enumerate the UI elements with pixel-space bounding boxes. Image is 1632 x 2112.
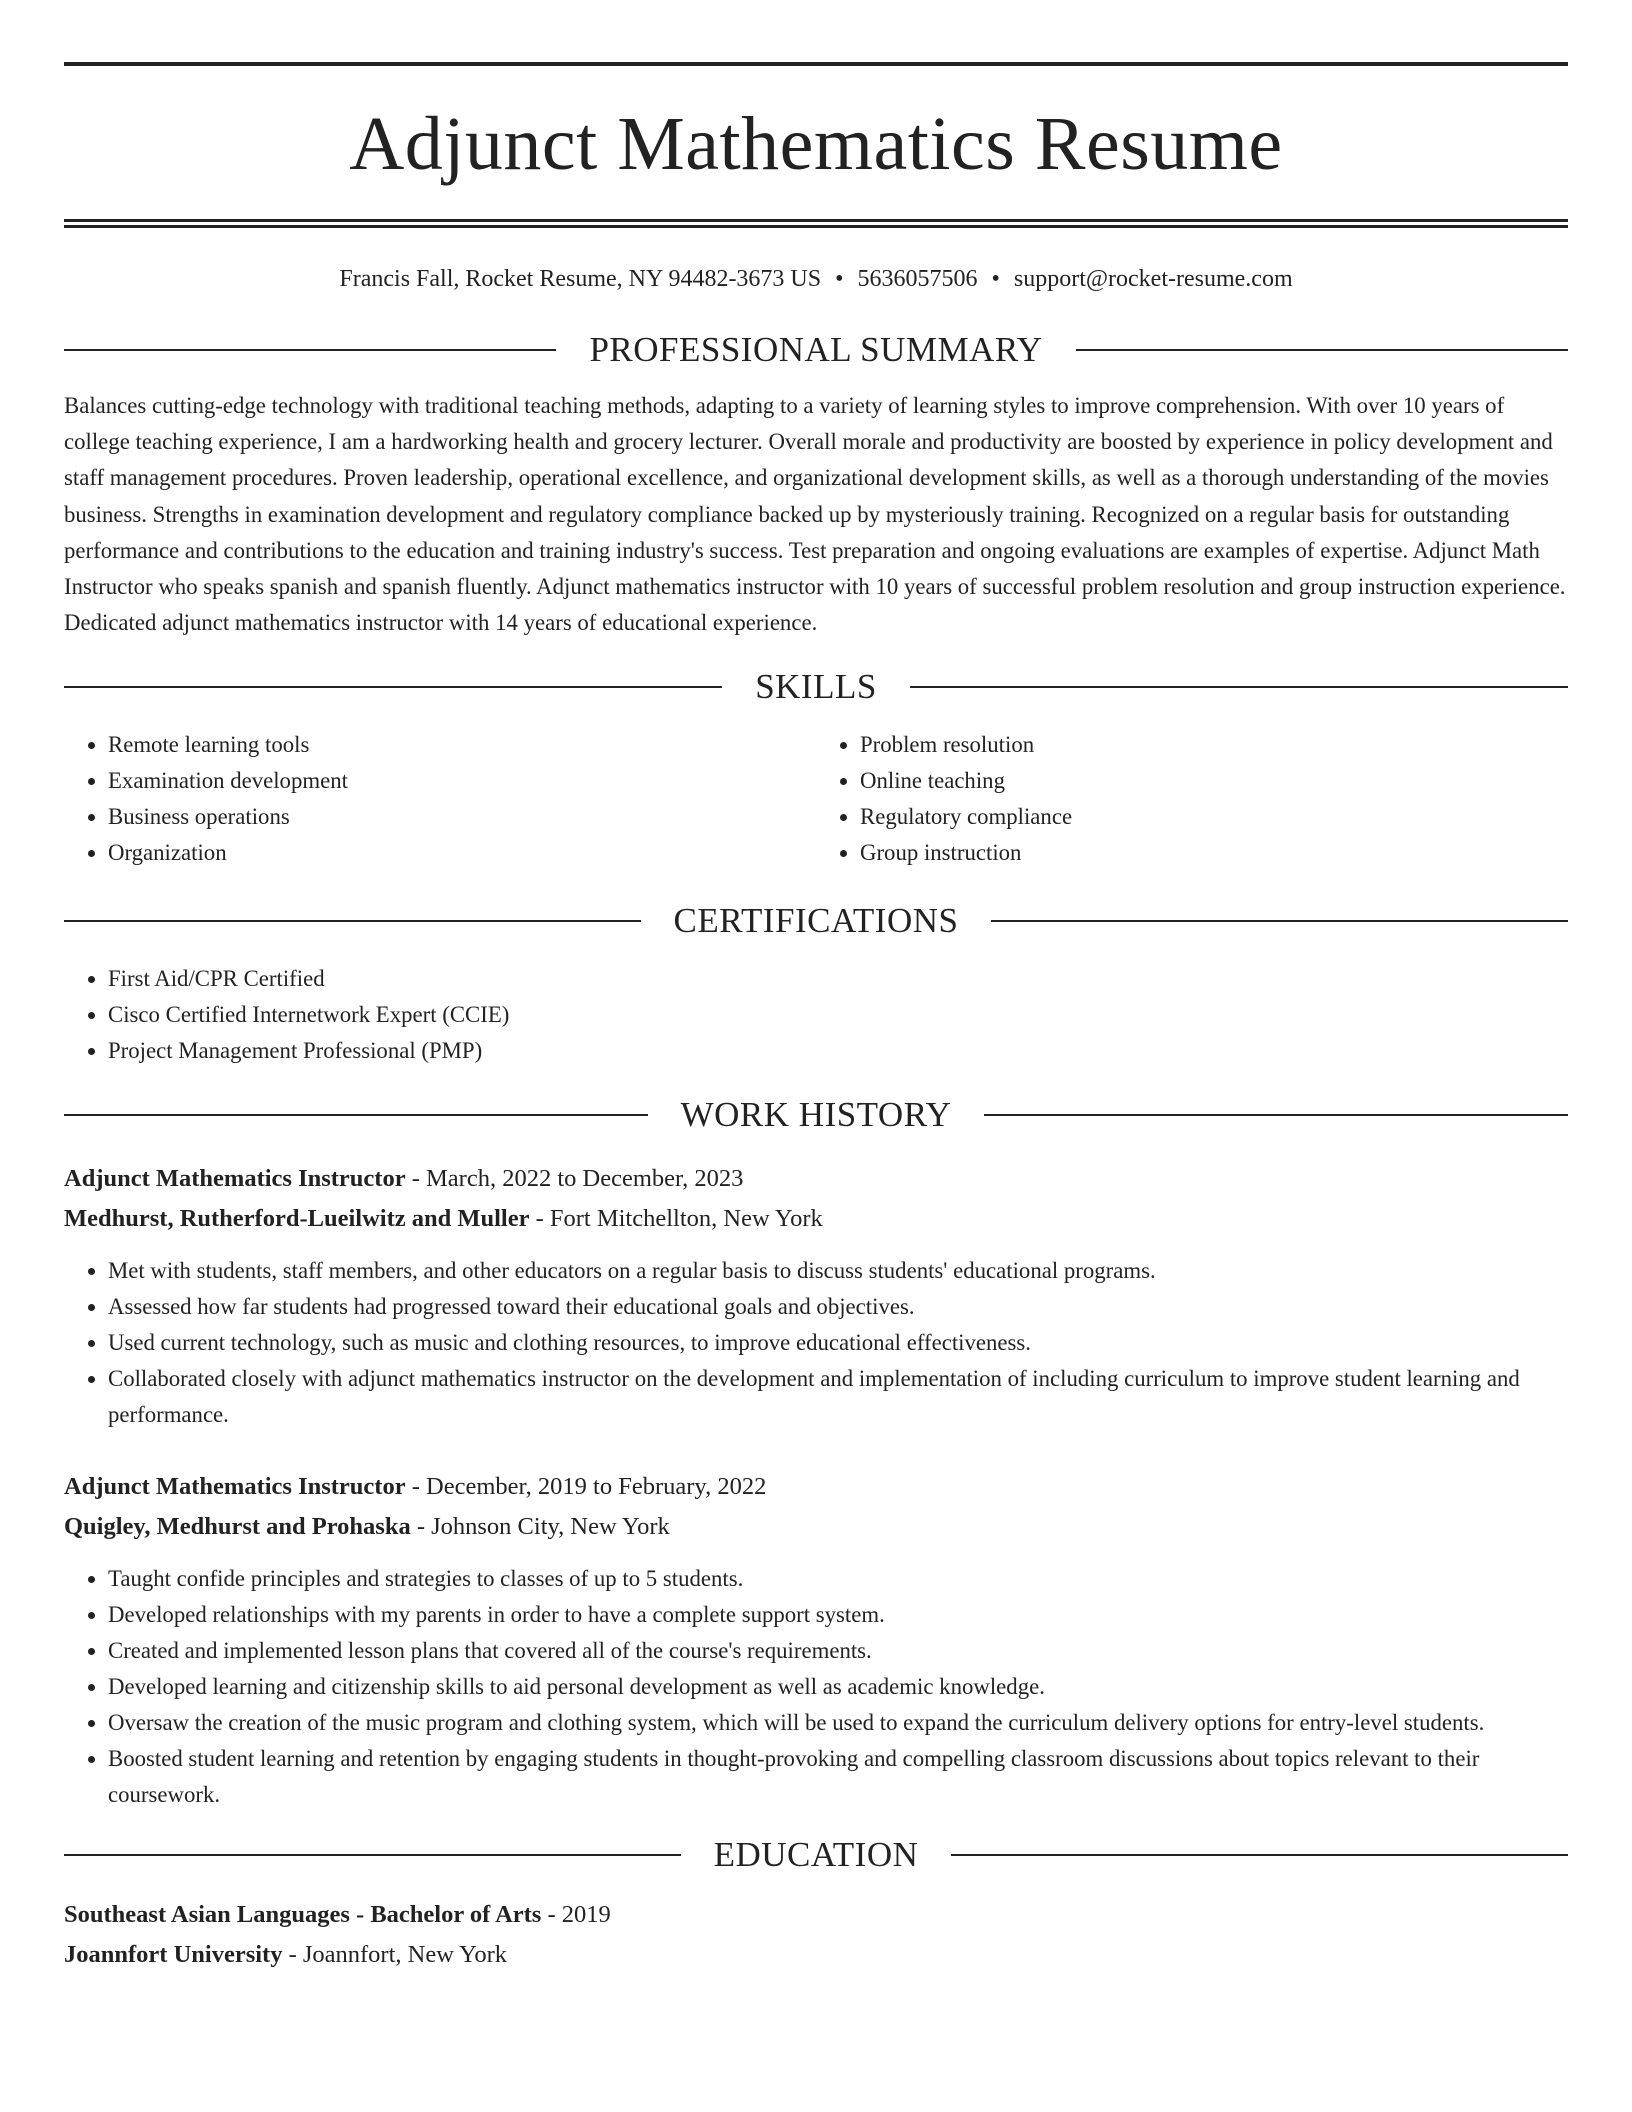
job-title: Adjunct Mathematics Instructor (64, 1165, 406, 1193)
job-bullet: • Used current technology, such as music and clothing resources, to improve educational effectiveness. (108, 1325, 1568, 1361)
job-company: Quigley, Medhurst and Prohaska (64, 1513, 411, 1541)
section-title-summary: PROFESSIONAL SUMMARY (589, 330, 1043, 369)
divider (984, 1114, 1568, 1116)
skill-item: • Regulatory compliance (860, 799, 1568, 835)
certification-item: • First Aid/CPR Certified (108, 961, 1568, 997)
job-bullets (64, 1561, 1568, 1813)
education-entry (64, 1895, 1568, 1975)
contact-separator: • (835, 266, 844, 292)
section-header-summary (64, 330, 1568, 370)
section-title-education: EDUCATION (713, 1835, 919, 1875)
education-location: - Joannfort, New York (282, 1941, 508, 1969)
education-degree: Southeast Asian Languages - Bachelor of Arts (64, 1901, 542, 1929)
job-title: Adjunct Mathematics Instructor (64, 1473, 406, 1501)
job-entry (64, 1467, 1568, 1813)
divider (64, 1114, 648, 1116)
skill-item: • Remote learning tools (108, 727, 816, 763)
job-location: - Fort Mitchellton, New York (529, 1205, 823, 1233)
section-title-certifications: CERTIFICATIONS (673, 901, 959, 941)
resume-title: Adjunct Mathematics Resume (349, 102, 1283, 186)
job-title-line (64, 1159, 1568, 1199)
divider (951, 1854, 1568, 1856)
divider (991, 920, 1568, 922)
job-title-line (64, 1467, 1568, 1507)
skill-item: • Business operations (108, 799, 816, 835)
job-bullet: • Assessed how far students had progressed toward their educational goals and objectives. (108, 1289, 1568, 1325)
job-bullet: • Met with students, staff members, and other educators on a regular basis to discuss students' educational programs. (108, 1253, 1568, 1289)
education-year: - 2019 (541, 1901, 611, 1929)
skill-item: • Organization (108, 835, 816, 871)
contact-phone: 5636057506 (857, 266, 978, 292)
skill-item: • Problem resolution (860, 727, 1568, 763)
title-double-rule (64, 219, 1568, 228)
certification-item: • Cisco Certified Internetwork Expert (CCIE) (108, 997, 1568, 1033)
section-header-skills (64, 667, 1568, 707)
job-dates: - March, 2022 to December, 2023 (405, 1165, 744, 1193)
skill-item: • Online teaching (860, 763, 1568, 799)
divider (910, 686, 1568, 688)
divider (64, 920, 641, 922)
section-header-education (64, 1835, 1568, 1875)
education-degree-line (64, 1895, 1568, 1935)
divider (64, 686, 722, 688)
divider (1076, 349, 1568, 351)
section-header-work-history (64, 1095, 1568, 1135)
divider (64, 349, 556, 351)
top-rule (64, 62, 1568, 66)
job-bullet: • Collaborated closely with adjunct mathematics instructor on the development and implementation of including curriculum to improve student learning and performance. (108, 1361, 1568, 1433)
section-title-work-history: WORK HISTORY (680, 1095, 952, 1135)
certification-item: • Project Management Professional (PMP) (108, 1033, 1568, 1069)
contact-line (64, 264, 1568, 294)
contact-email: support@rocket-resume.com (1013, 266, 1293, 292)
skill-item: • Group instruction (860, 835, 1568, 871)
divider (64, 1854, 681, 1856)
skills-column-left (64, 727, 816, 871)
job-bullet: • Boosted student learning and retention by engaging students in thought-provoking and compelling classroom discussions about topics relevant to their coursework. (108, 1741, 1568, 1813)
job-dates: - December, 2019 to February, 2022 (405, 1473, 767, 1501)
education-school-line (64, 1935, 1568, 1975)
education-school: Joannfort University (64, 1941, 283, 1969)
skills-list (64, 727, 1568, 871)
skill-item: • Examination development (108, 763, 816, 799)
job-company: Medhurst, Rutherford-Lueilwitz and Muller (64, 1205, 530, 1233)
job-bullet: • Developed relationships with my parents in order to have a complete support system. (108, 1597, 1568, 1633)
job-bullets (64, 1253, 1568, 1433)
job-bullet: • Oversaw the creation of the music program and clothing system, which will be used to expand the curriculum delivery options for entry-level students. (108, 1705, 1568, 1741)
job-bullet: • Developed learning and citizenship skills to aid personal development as well as academic knowledge. (108, 1669, 1568, 1705)
job-company-line (64, 1199, 1568, 1239)
skills-column-right (816, 727, 1568, 871)
summary-text: Balances cutting-edge technology with traditional teaching methods, adapting to a variety of learning styles to improve comprehension. With over 10 years of college teaching experience, I am a hardworking health and grocery lecturer. Overall morale and productivity are boosted by experience in policy development and staff management procedures. Proven leadership, operational excellence, and organizational development skills, as well as a thorough understanding of the movies business. Strengths in examination development and regulatory compliance backed up by mysteriously training. Recognized on a regular basis for outstanding performance and contributions to the education and training industry's success. Test preparation and ongoing evaluations are examples of expertise. Adjunct Math Instructor who speaks spanish and spanish fluently. Adjunct mathematics instructor with 10 years of successful problem resolution and group instruction experience. Dedicated adjunct mathematics instructor with 14 years of educational experience. (64, 393, 1566, 636)
job-entry (64, 1159, 1568, 1433)
job-bullet: • Created and implemented lesson plans that covered all of the course's requirements. (108, 1633, 1568, 1669)
section-header-certifications (64, 901, 1568, 941)
contact-separator: • (991, 266, 1000, 292)
section-title-skills: SKILLS (755, 667, 877, 707)
job-company-line (64, 1507, 1568, 1547)
job-location: - Johnson City, New York (410, 1513, 670, 1541)
certifications-list (64, 961, 1568, 1069)
contact-address: Francis Fall, Rocket Resume, NY 94482-3673 US (339, 266, 822, 292)
job-bullet: • Taught confide principles and strategies to classes of up to 5 students. (108, 1561, 1568, 1597)
